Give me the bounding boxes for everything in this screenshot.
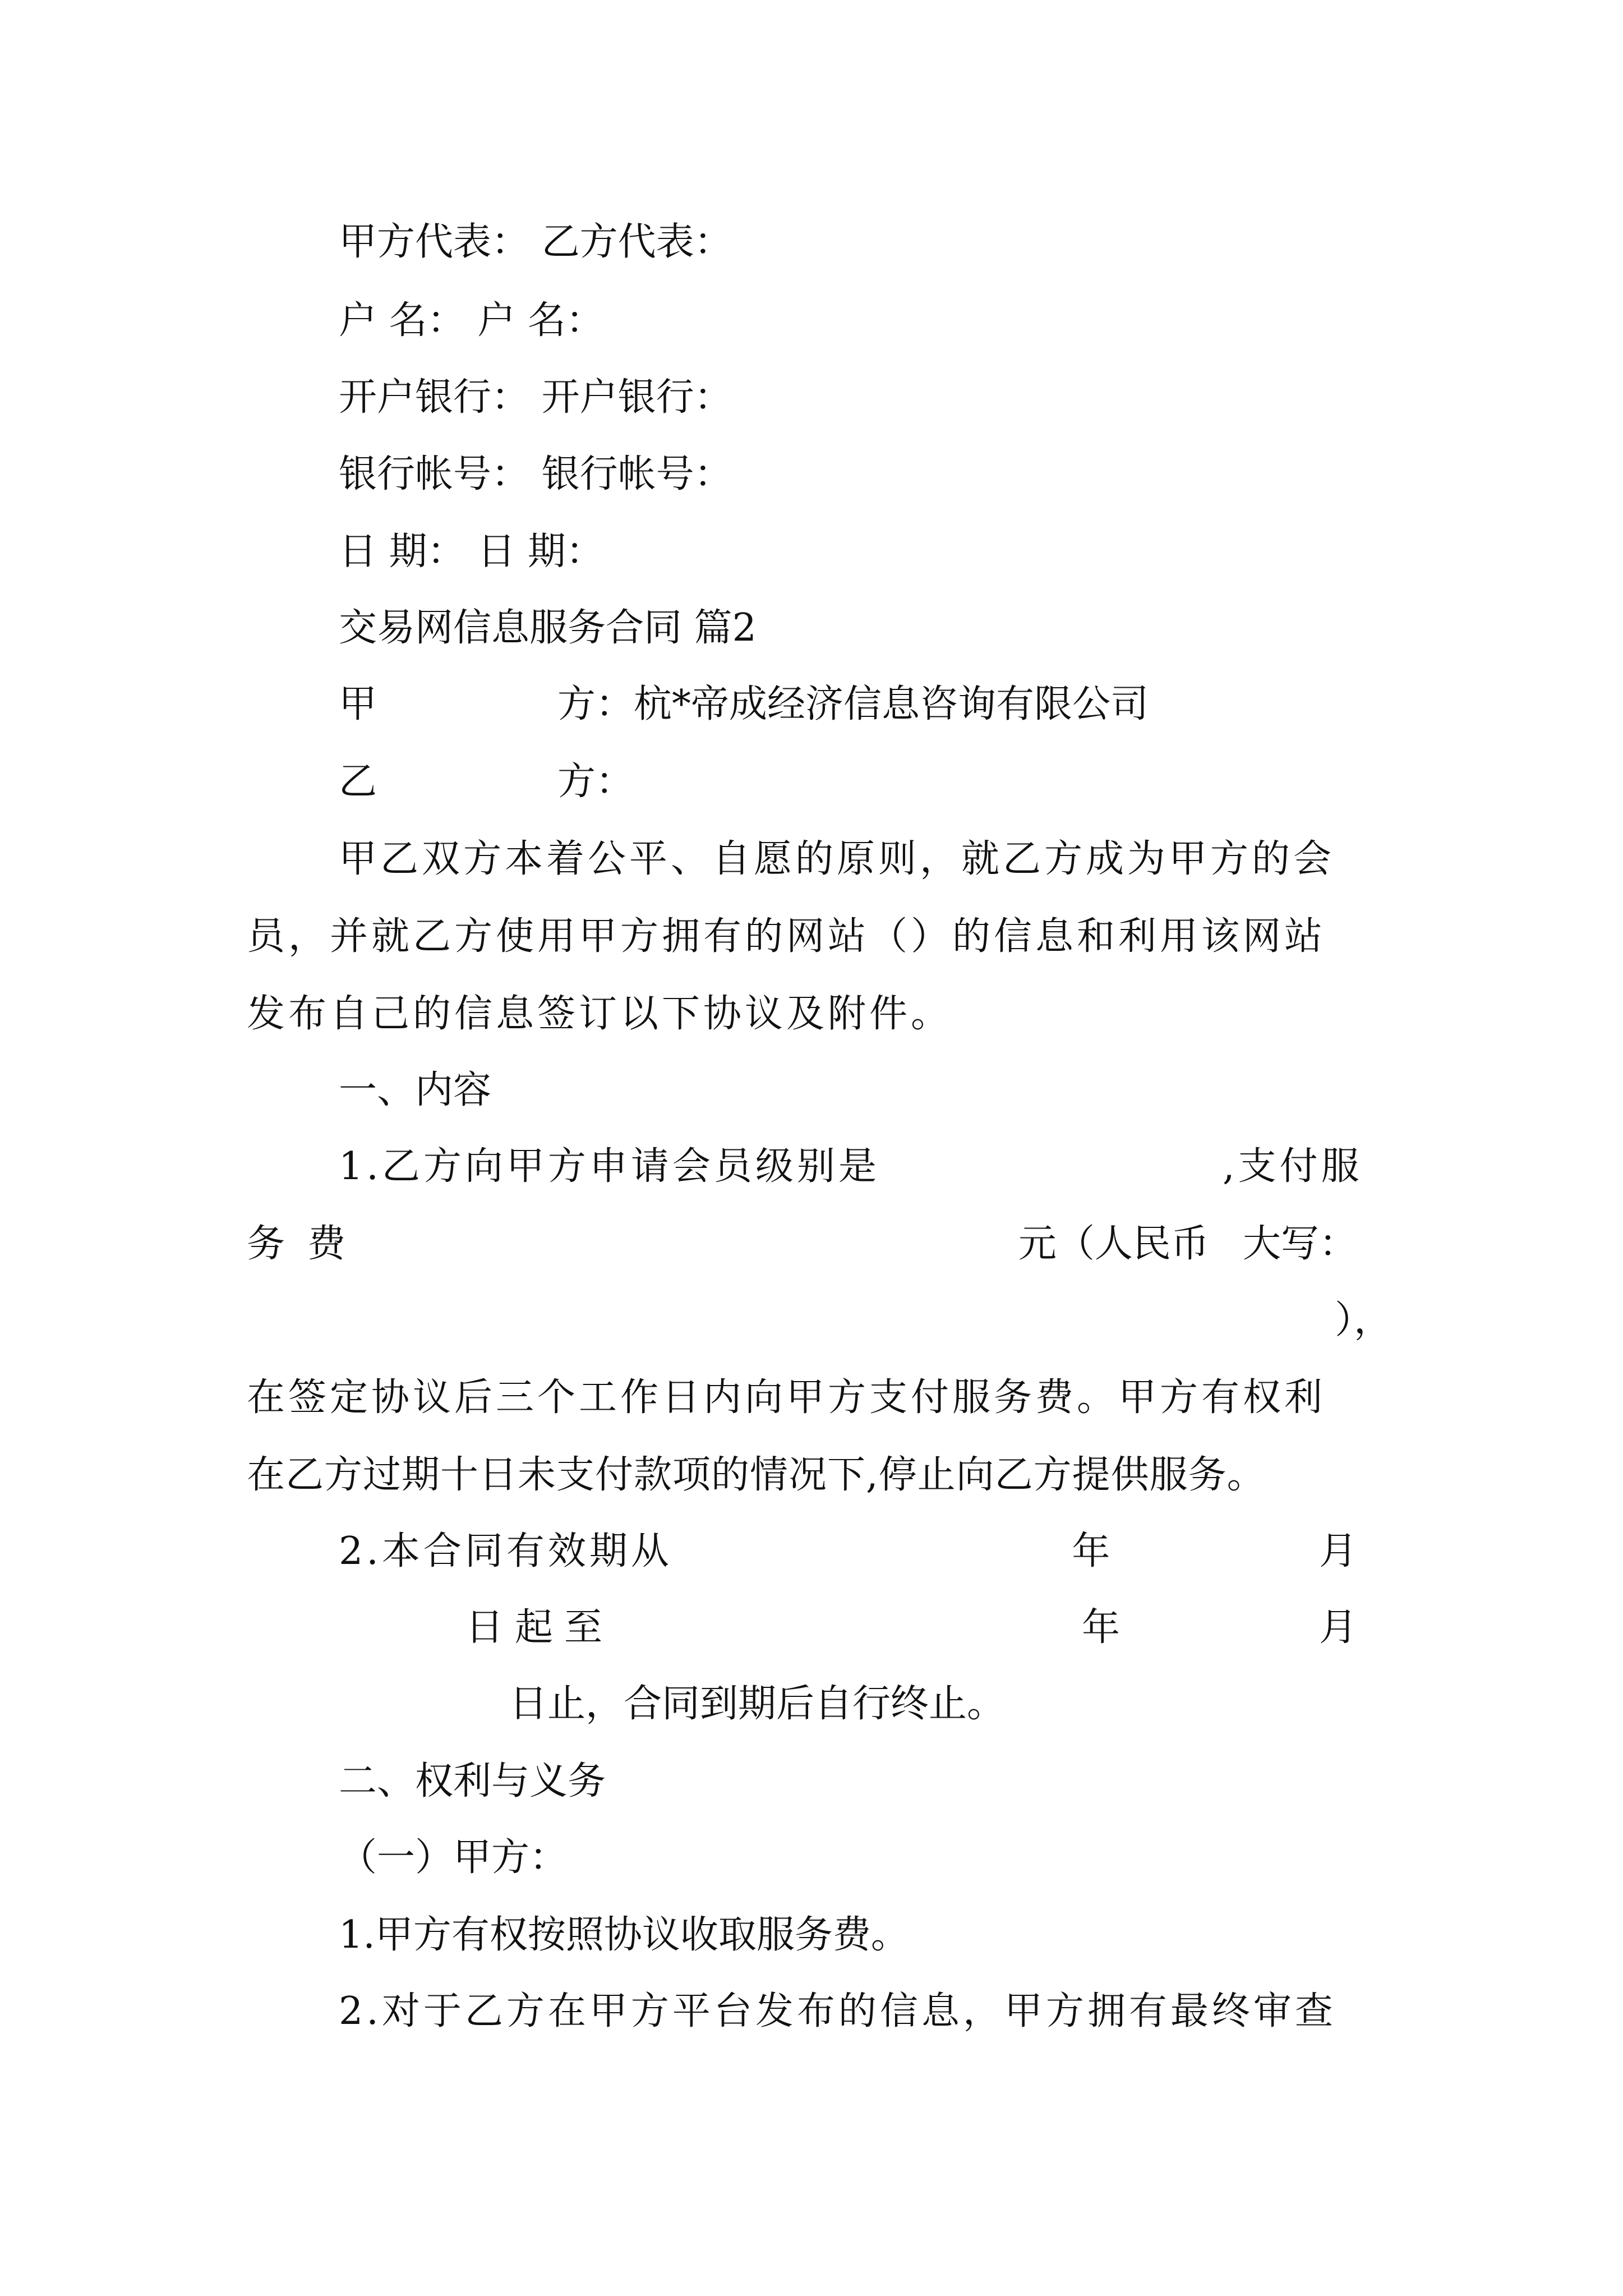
rights-item-2: 2.对于乙方在甲方平台发布的信息，甲方拥有最终审查 — [339, 1989, 1336, 2033]
clause-1-line-3: ）， — [1335, 1298, 1393, 1342]
party-b-name: 方： — [557, 760, 634, 804]
signature-bank: 开户银行： 开户银行： — [339, 375, 732, 420]
clause-2-year: 年 — [1072, 1529, 1110, 1573]
clause-1-line-2 — [247, 1222, 1357, 1266]
party-a-label: 甲 — [339, 682, 377, 726]
clause-1-word: （ — [1056, 1222, 1095, 1266]
clause-2-month: 月 — [1318, 1605, 1357, 1650]
clause-2-line-2 — [465, 1605, 1357, 1650]
clause-1-word: 费 — [307, 1222, 346, 1266]
clause-2-line-3: 日止，合同到期后自行终止。 — [509, 1682, 1006, 1726]
preamble-line-1: 甲乙双方本着公平、自愿的原则，就乙方成为甲方的会 — [339, 837, 1335, 881]
clause-1-line-1b: ,支付服 — [1223, 1144, 1363, 1189]
clause-2-text: 2.本合同有效期从 — [339, 1529, 672, 1573]
clause-1-word: 民 — [1132, 1222, 1171, 1266]
sub-heading-party-a: （一）甲方： — [339, 1835, 568, 1880]
signature-account-name: 户 名： 户 名： — [339, 298, 604, 343]
preamble-line-3: 发布自己的信息签订以下协议及附件。 — [247, 992, 953, 1036]
section-title: 交易网信息服务合同 篇2 — [339, 606, 757, 650]
signature-date: 日 期： 日 期： — [339, 530, 604, 574]
clause-1-line-4: 在签定协议后三个工作日内向甲方支付服务费。甲方有权利 — [247, 1375, 1326, 1420]
rights-item-1: 1.甲方有权按照协议收取服务费。 — [339, 1913, 909, 1957]
heading-rights: 二、权利与义务 — [339, 1759, 606, 1803]
heading-content: 一、内容 — [339, 1068, 492, 1112]
signature-account-no: 银行帐号： 银行帐号： — [339, 452, 732, 496]
clause-1-word: 大 — [1242, 1222, 1281, 1266]
party-b-label: 乙 — [339, 760, 377, 804]
clause-1-word: ： — [1318, 1222, 1357, 1266]
clause-1-word: 务 — [247, 1222, 285, 1266]
clause-2-text: 日起至 — [465, 1605, 614, 1650]
clause-1-line-5: 在乙方过期十日未支付款项的情况下,停止向乙方提供服务。 — [247, 1453, 1266, 1497]
clause-1-word: 元 — [1018, 1222, 1057, 1266]
clause-2-year: 年 — [1081, 1605, 1120, 1650]
clause-1-word: 人 — [1094, 1222, 1133, 1266]
clause-1-word: 币 — [1170, 1222, 1209, 1266]
preamble-line-2: 员，并就乙方使用甲方拥有的网站（）的信息和利用该网站 — [247, 914, 1326, 959]
clause-2-month: 月 — [1318, 1529, 1357, 1573]
party-a-name: 方：杭*帝成经济信息咨询有限公司 — [557, 682, 1149, 726]
clause-2-line-1 — [339, 1529, 1357, 1573]
signature-representative: 甲方代表： 乙方代表： — [339, 220, 732, 264]
clause-1-word: 写 — [1280, 1222, 1319, 1266]
clause-1-line-1a: 1.乙方向甲方申请会员级别是 — [339, 1144, 880, 1189]
